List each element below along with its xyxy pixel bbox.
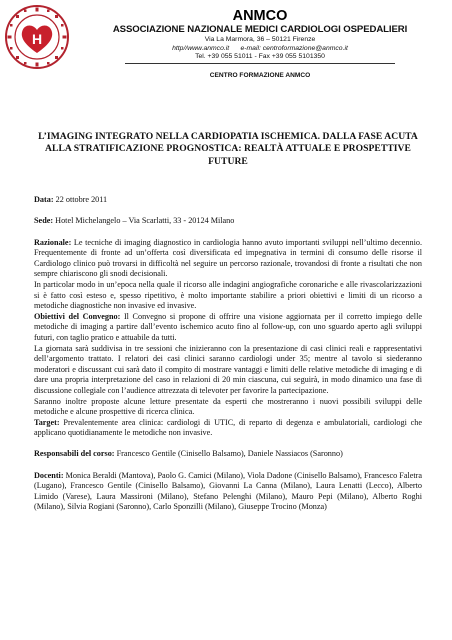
venue-value: Hotel Michelangelo – Via Scarlatti, 33 - 20124 Milano — [53, 216, 235, 226]
centro-formazione: CENTRO FORMAZIONE ANMCO — [209, 71, 311, 79]
docenti-label: Docenti: — [34, 470, 64, 480]
objectives-text-2: La giornata sarà suddivisa in tre sessioni che inizieranno con la presentazione di casi clinici reali e rappresentativi dell’argomento trattato. I relatori dei casi clinici saranno cardiologi under 35; mentre al tavolo si siederanno moderatori e discussant cui sarà dato il compito di mostrare vantaggi e limiti delle relative metodiche di imaging e di dare una propria interpretazione del caso in relazioni di 20 min ciascuna, cui seguirà, in modo dinamico una fase di discussione collegiale con l’audience attrezzata di televoter per favorire la partecipazione. — [34, 343, 422, 395]
target-text: Prevalentemente area clinica: cardiologi di UTIC, di reparto di degenza e ambulatoriali, cardiologi che applicano quotidianamente le metodiche non invasive. — [34, 417, 422, 438]
venue-line — [34, 216, 422, 227]
rationale-text-1: Le tecniche di imaging diagnostico in cardiologia hanno avuto importanti sviluppi nell’ultimo decennio. Frequentemente di fronte ad un’offerta così diversificata ed impegnativa in termini di consumo delle risorse il Cardiologo clinico può trovarsi in difficoltà nel seguire un percorso razionale, trovandosi di fronte a risultati che non sempre chiariscono gli snodi decisionali. — [34, 237, 422, 279]
responsabili-line — [34, 449, 422, 460]
objectives-text-3: Saranno inoltre proposte alcune letture presentate da esperti che mostreranno i nuovi possibili sviluppi delle metodiche e alcune prospettive di ricerca clinica. — [34, 396, 422, 417]
header-divider — [125, 63, 395, 64]
org-acronym: ANMCO — [232, 8, 288, 24]
rationale-paragraph — [34, 238, 422, 280]
objectives-paragraph — [34, 312, 422, 344]
rationale-label: Razionale: — [34, 237, 72, 247]
docenti-paragraph — [34, 471, 422, 513]
org-web-email: http//www.anmco.it e-mail: centroformazione@anmco.it — [172, 44, 348, 52]
rationale-text-2: In particolar modo in un’epoca nella quale il ricorso alle indagini angiografiche coronariche e alle rivascolarizzazioni si è fatto così esteso e, spesso ripetitivo, è molto importante stabilire a priori obiettivi e limiti di un ricorso a metodiche diagnostiche non invasive ed invasive. — [34, 279, 422, 311]
objectives-label: Obiettivi del Convegno: — [34, 311, 121, 321]
anmco-logo — [4, 4, 70, 70]
date-line — [34, 195, 422, 206]
objectives-text-1: Il Convegno si propone di offrire una visione aggiornata per il corretto impiego delle metodiche di imaging a partire dall’evento ischemico acuto fino al follow-up, con uno sguardo aperto agli sviluppi futuri, con taglio pratico e attuabile da tutti. — [34, 311, 422, 342]
date-value: 22 ottobre 2011 — [53, 195, 108, 205]
responsabili-label: Responsabili del corso: — [34, 449, 115, 459]
course-title: L’IMAGING INTEGRATO NELLA CARDIOPATIA ISCHEMICA. DALLA FASE ACUTA ALLA STRATIFICAZIONE PROGNOSTICA: REALTÀ ATTUALE E PROSPETTIVE FUTURE — [38, 131, 418, 167]
responsabili-value: Francesco Gentile (Cinisello Balsamo), Daniele Nassiacos (Saronno) — [114, 449, 343, 459]
docenti-value: Monica Beraldi (Mantova), Paolo G. Camici (Milano), Viola Dadone (Cinisello Balsamo), Francesco Faletra (Lugano), Francesco Gentile (Cinisello Balsamo), Giovanni La Canna (Milano), Laura Lenatti (Lecco), Alberto Limido (Varese), Laura Massironi (Milano), Stefano Pelenghi (Milano), Mauro Pepi (Milano), Alberto Roghi (Milano), Silvia Rogiani (Saronno), Carlo Sponzilli (Milano), Giuseppe Trocino (Monza) — [34, 470, 422, 512]
target-paragraph — [34, 418, 422, 439]
target-label: Target: — [34, 417, 60, 427]
letterhead — [72, 8, 448, 80]
org-full-name: ASSOCIAZIONE NAZIONALE MEDICI CARDIOLOGI OSPEDALIERI — [112, 24, 408, 35]
org-address: Via La Marmora, 36 – 50121 Firenze — [204, 36, 316, 43]
date-label: Data: — [34, 195, 54, 205]
org-phone-fax: Tel. +39 055 51011 - Fax +39 055 5101350 — [195, 53, 325, 61]
svg-text:H: H — [31, 31, 43, 47]
venue-label: Sede: — [34, 216, 54, 226]
document-body — [34, 131, 422, 513]
